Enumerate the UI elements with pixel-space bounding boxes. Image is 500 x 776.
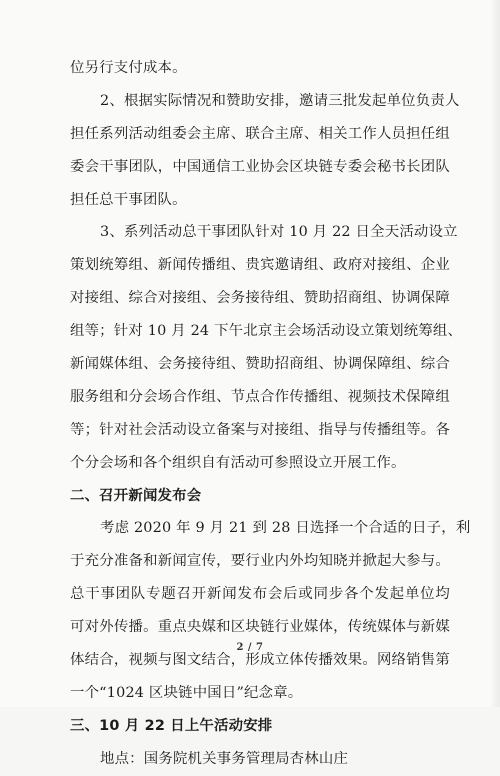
paragraph-line: 可对外传播。重点央媒和区块链行业媒体，传统媒体与新媒 [70, 619, 450, 636]
paragraph-line: 个分会场和各个组织自有活动可参照设立开展工作。 [70, 454, 406, 471]
paragraph-line: 位另行支付成本。 [70, 60, 187, 76]
paragraph-line: 地点：国务院机关事务管理局杏林山庄 [100, 750, 349, 767]
paragraph-line: 担任总干事团队。 [70, 191, 187, 208]
paragraph-line: 等；针对社会活动设立备案与对接组、指导与传播组等。各 [70, 421, 450, 438]
paragraph-line: 体结合，视频与图文结合，形成立体传播效果。网络销售第 [70, 652, 450, 669]
paragraph-line: 服务组和分会场合作组、节点合作传播组、视频技术保障组 [70, 388, 450, 405]
paragraph-line: 考虑 2020 年 9 月 21 到 28 日选择一个合适的日子，利 [100, 520, 471, 537]
paragraph-line: 3、系列活动总干事团队针对 10 月 22 日全天活动设立 [100, 224, 458, 241]
paragraph-line: 新闻媒体组、会务接待组、赞助招商组、协调保障组、综合 [70, 356, 450, 373]
section-heading: 二、召开新闻发布会 [70, 487, 202, 504]
paragraph-line: 对接组、综合对接组、会务接待组、赞助招商组、协调保障 [70, 290, 450, 307]
paragraph-line: 策划统筹组、新闻传播组、贵宾邀请组、政府对接组、企业 [70, 257, 450, 274]
paragraph-line: 委会干事团队，中国通信工业协会区块链专委会秘书长团队 [70, 158, 450, 175]
section-heading: 三、10 月 22 日上午活动安排 [70, 717, 273, 734]
page-edge-shadow [490, 0, 500, 707]
paragraph-line: 担任系列活动组委会主席、联合主席、相关工作人员担任组 [70, 125, 450, 142]
page-number: 2 / 7 [236, 642, 264, 653]
paragraph-line: 一个“1024 区块链中国日”纪念章。 [70, 684, 303, 701]
paragraph-line: 2、根据实际情况和赞助安排，邀请三批发起单位负责人 [100, 92, 460, 109]
document-body [70, 52, 471, 776]
paragraph-line: 总干事团队专题召开新闻发布会后或同步各个发起单位均 [70, 586, 450, 603]
paragraph-line: 组等；针对 10 月 24 下午北京主会场活动设立策划统筹组、 [70, 323, 463, 340]
paragraph-line: 于充分准备和新闻宣传，要行业内外均知晓并掀起大参与。 [70, 553, 450, 570]
